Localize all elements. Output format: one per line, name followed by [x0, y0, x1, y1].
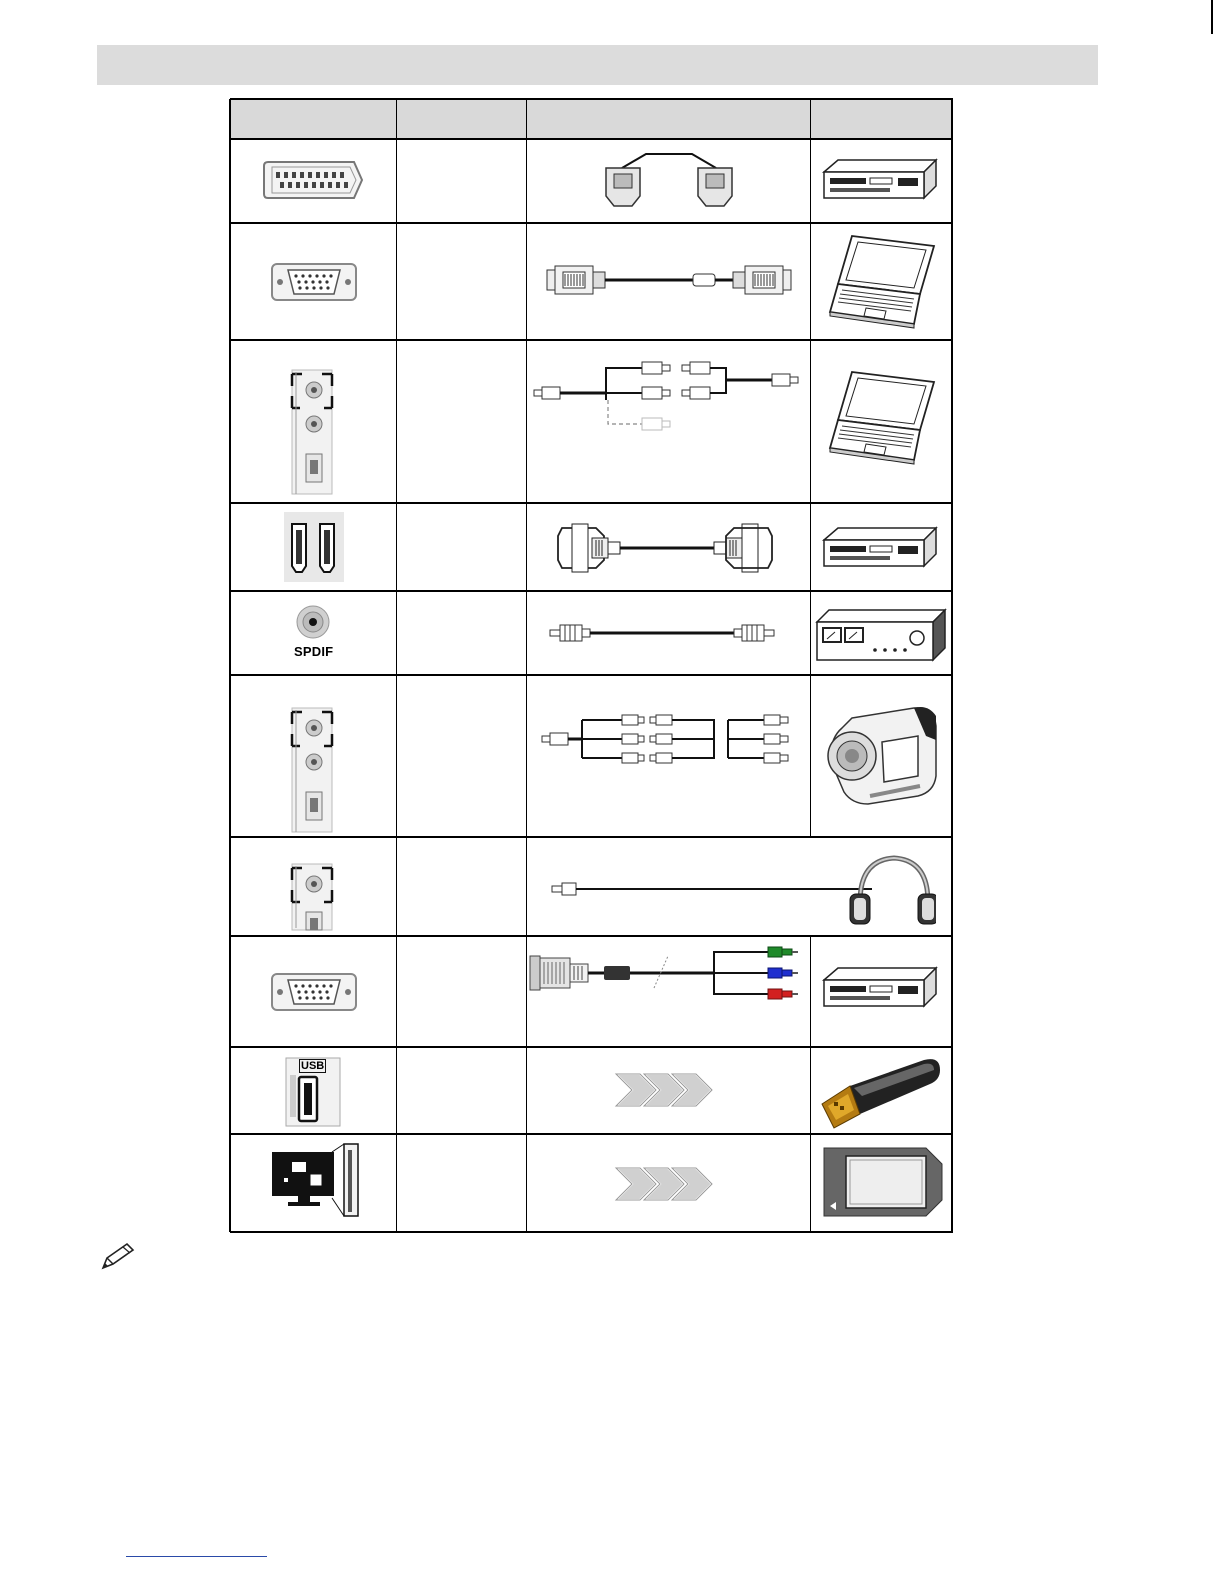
table-border-top [230, 98, 953, 100]
spdif-label: SPDIF [294, 644, 334, 659]
table-rule [230, 138, 953, 140]
pc-audio-adapter-cable-icon [530, 360, 808, 432]
scart-cable-icon [600, 148, 738, 212]
table-rule [230, 1046, 953, 1048]
usb-socket-panel [285, 1057, 341, 1127]
table-rule [230, 502, 953, 504]
dvd-recorder-icon [820, 964, 940, 1014]
table-rule [810, 935, 811, 1232]
usb-label: USB [301, 1060, 325, 1072]
insert-arrows-icon [612, 1164, 726, 1204]
pencil-note-icon [99, 1240, 139, 1272]
cam-module-icon [822, 1146, 944, 1218]
headphone-cable-icon [550, 850, 936, 932]
av-connection-cable-icon [538, 712, 800, 766]
dvd-recorder-icon [820, 156, 940, 206]
audio-amplifier-icon [815, 606, 947, 662]
side-av-panel-icon [286, 706, 336, 834]
spdif-socket-icon [296, 605, 330, 639]
table-rule [230, 836, 953, 838]
table-rule [230, 674, 953, 676]
vga-cable-icon [545, 262, 795, 298]
ci-slot-tv-icon [270, 1142, 362, 1218]
insert-arrows-icon [612, 1070, 726, 1110]
table-border-bottom [230, 1231, 953, 1233]
table-rule [396, 99, 397, 1232]
table-rule [230, 339, 953, 341]
laptop-icon [826, 368, 938, 468]
header-cell-cable [527, 99, 810, 139]
header-cell-device [811, 99, 952, 139]
vga-socket-icon [270, 262, 358, 302]
coaxial-cable-icon [548, 622, 776, 644]
usb-stick-icon [814, 1056, 944, 1130]
header-cell-type [397, 99, 526, 139]
table-rule [230, 935, 953, 937]
headphone-jack-panel-icon [286, 862, 336, 932]
scart-socket-icon [262, 158, 366, 202]
table-rule [230, 590, 953, 592]
laptop-icon [826, 232, 938, 332]
camcorder-icon [822, 700, 942, 810]
table-rule [810, 99, 811, 837]
dual-hdmi-socket-icon [284, 512, 344, 582]
hdmi-cable-icon [556, 520, 774, 576]
table-border-right [951, 99, 953, 1232]
table-border-left [229, 99, 231, 1232]
vga-socket-icon [270, 972, 358, 1012]
ypbpr-cable-icon [528, 944, 808, 1000]
table-rule [230, 222, 953, 224]
header-cell-connector [230, 99, 396, 139]
dvd-recorder-icon [820, 524, 940, 574]
side-av-panel-icon [286, 368, 336, 496]
table-rule [526, 99, 527, 1232]
footer-link-underline[interactable] [126, 1556, 267, 1557]
section-title-bar [97, 45, 1098, 85]
table-rule [230, 1133, 953, 1135]
page-edge-marker [1211, 0, 1213, 34]
